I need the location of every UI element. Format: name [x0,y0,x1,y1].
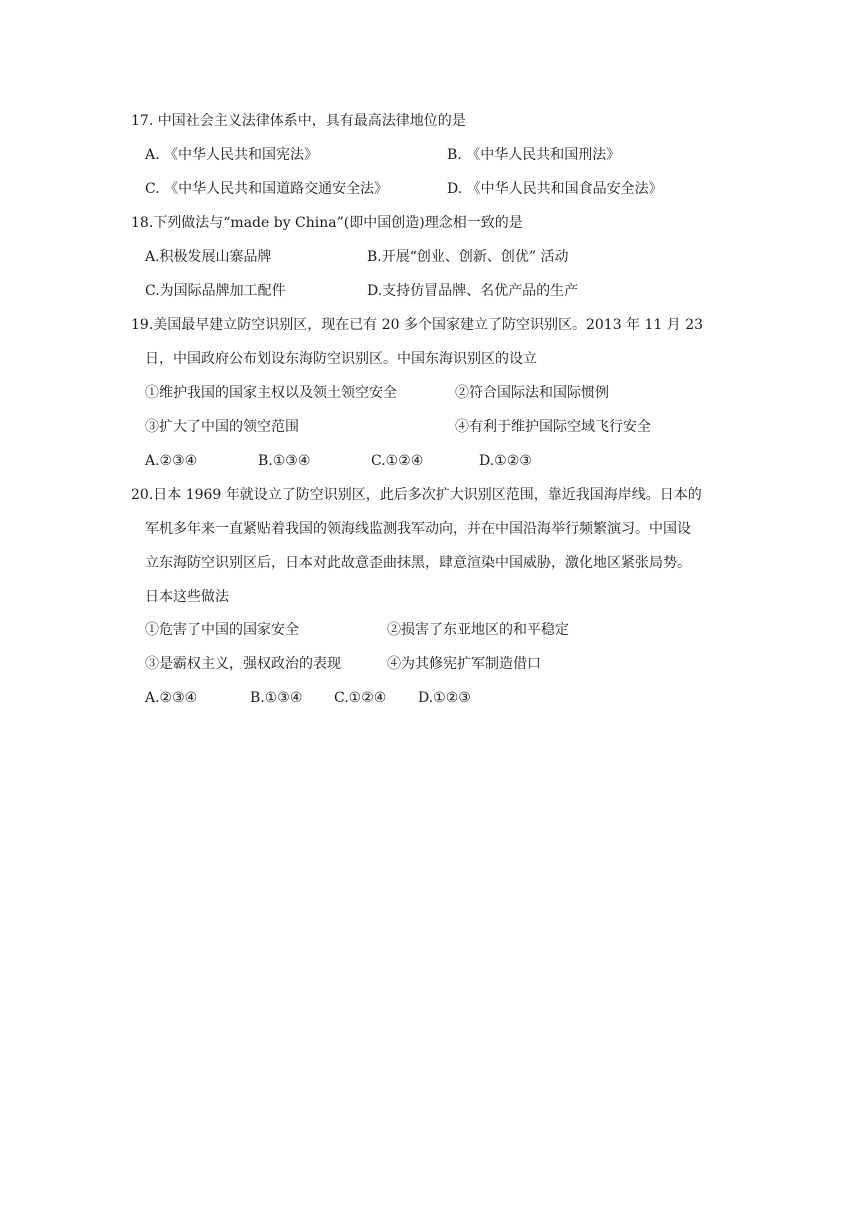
question-18-option-b: B.开展“创业、创新、创优” 活动 [367,249,569,265]
question-20-option-d: D.①②③ [418,690,471,706]
question-20-statement-4: ④为其修宪扩军制造借口 [387,656,541,672]
question-20-statement-3: ③是霸权主义，强权政治的表现 [145,656,341,672]
question-17-option-c: C. 《中华人民共和国道路交通安全法》 [145,181,389,197]
question-20-stem-line-2: 军机多年来一直紧贴着我国的领海线监测我军动向，并在中国沿海举行频繁演习。中国设 [145,521,691,537]
question-18-option-a: A.积极发展山寨品牌 [145,249,272,265]
question-19-statement-1: ①维护我国的国家主权以及领土领空安全 [145,385,397,401]
question-19-statement-4: ④有利于维护国际空域飞行安全 [455,419,651,435]
question-19-statement-2: ②符合国际法和国际惯例 [455,385,609,401]
question-20-stem-line-4: 日本这些做法 [145,589,229,605]
question-19-option-c: C.①②④ [371,453,424,469]
question-17-option-d: D. 《中华人民共和国食品安全法》 [447,181,663,197]
question-20-option-a: A.②③④ [145,690,198,706]
question-19-stem-line-2: 日，中国政府公布划设东海防空识别区。中国东海识别区的设立 [145,351,537,367]
question-17-stem: 17. 中国社会主义法律体系中，具有最高法律地位的是 [131,113,466,129]
question-20-statement-1: ①危害了中国的国家安全 [145,622,299,638]
question-19-stem-line-1: 19.美国最早建立防空识别区，现在已有 20 多个国家建立了防空识别区。2013 年 11 月 23 [131,317,704,333]
question-19-option-b: B.①③④ [258,453,311,469]
question-20-stem-line-1: 20.日本 1969 年就设立了防空识别区，此后多次扩大识别区范围，靠近我国海岸线。日本的 [131,487,702,503]
question-19-statement-3: ③扩大了中国的领空范围 [145,419,299,435]
question-18-option-d: D.支持仿冒品牌、名优产品的生产 [367,283,579,299]
question-20-option-b: B.①③④ [250,690,303,706]
question-18-stem: 18.下列做法与“made by China”(即中国创造)理念相一致的是 [131,215,523,231]
question-18-option-c: C.为国际品牌加工配件 [145,283,286,299]
question-19-option-d: D.①②③ [479,453,532,469]
question-20-stem-line-3: 立东海防空识别区后，日本对此故意歪曲抹黑，肆意渲染中国威胁，激化地区紧张局势。 [145,555,691,571]
question-19-option-a: A.②③④ [145,453,198,469]
question-20-statement-2: ②损害了东亚地区的和平稳定 [387,622,569,638]
question-20-option-c: C.①②④ [334,690,387,706]
question-17-option-b: B. 《中华人民共和国刑法》 [447,147,621,163]
question-17-option-a: A. 《中华人民共和国宪法》 [145,147,319,163]
